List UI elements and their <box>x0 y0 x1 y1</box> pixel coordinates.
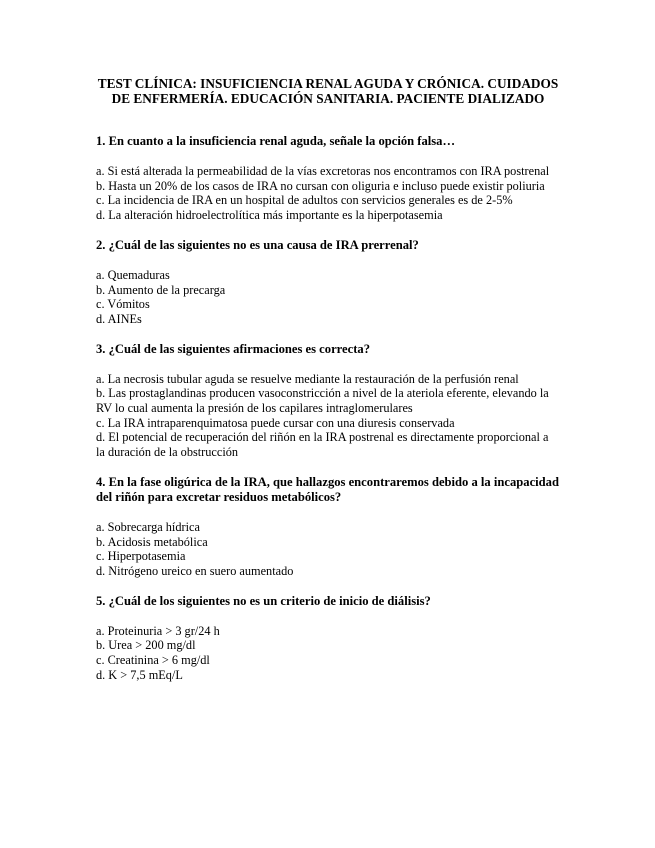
question-1-option-a: a. Si está alterada la permeabilidad de la vías excretoras nos encontramos con IRA postrenal <box>96 164 550 178</box>
question-2-option-b: b. Aumento de la precarga <box>96 282 226 297</box>
question-5-option-d: d. K > 7,5 mEq/L <box>96 667 183 682</box>
question-4-options <box>96 520 560 579</box>
question-3-options <box>96 372 560 460</box>
question-1-options <box>96 164 560 223</box>
question-2-options <box>96 268 560 327</box>
question-2-option-a: a. Quemaduras <box>96 267 170 282</box>
question-3-option-d: d. El potencial de recuperación del riñón en la IRA postrenal es directamente proporcional a la duración de la obstrucción <box>96 430 549 460</box>
question-4-option-b: b. Acidosis metabólica <box>96 534 208 549</box>
question-4 <box>96 475 560 579</box>
question-5-options <box>96 624 560 683</box>
question-5 <box>96 594 560 683</box>
question-4-option-c: c. Hiperpotasemia <box>96 549 186 564</box>
question-3-text: 3. ¿Cuál de las siguientes afirmaciones es correcta? <box>96 341 370 356</box>
question-3-option-b: b. Las prostaglandinas producen vasoconstricción a nivel de la ateriola eferente, elevando la RV lo cual aumenta la presión de los capilares intraglomerulares <box>96 386 549 416</box>
question-2-text: 2. ¿Cuál de las siguientes no es una causa de IRA prerrenal? <box>96 237 419 252</box>
question-1-option-c: c. La incidencia de IRA en un hospital de adultos con servicios generales es de 2-5% <box>96 193 513 208</box>
question-4-option-d: d. Nitrógeno ureico en suero aumentado <box>96 563 294 578</box>
document-page <box>96 76 560 697</box>
question-5-option-b: b. Urea > 200 mg/dl <box>96 638 196 653</box>
question-2 <box>96 238 560 327</box>
question-5-text: 5. ¿Cuál de los siguientes no es un criterio de inicio de diálisis? <box>96 593 431 608</box>
question-5-option-c: c. Creatinina > 6 mg/dl <box>96 653 210 668</box>
question-4-text: 4. En la fase oligúrica de la IRA, que hallazgos encontraremos debido a la incapacidad del riñón para excretar residuos metabólicos? <box>96 474 559 504</box>
question-5-option-a: a. Proteinuria > 3 gr/24 h <box>96 623 220 638</box>
question-3-option-a: a. La necrosis tubular aguda se resuelve mediante la restauración de la perfusión renal <box>96 371 519 386</box>
question-3 <box>96 342 560 460</box>
question-2-option-d: d. AINEs <box>96 311 142 326</box>
question-1-text: 1. En cuanto a la insuficiencia renal aguda, señale la opción falsa… <box>96 134 456 148</box>
question-1-option-d: d. La alteración hidroelectrolítica más importante es la hiperpotasemia <box>96 208 443 223</box>
document-title: TEST CLÍNICA: INSUFICIENCIA RENAL AGUDA Y CRÓNICA. CUIDADOS DE ENFERMERÍA. EDUCACIÓN SANITARIA. PACIENTE DIALIZADO <box>97 76 559 106</box>
question-1 <box>96 134 560 223</box>
question-2-option-c: c. Vómitos <box>96 297 150 312</box>
question-4-option-a: a. Sobrecarga hídrica <box>96 519 200 534</box>
question-1-option-b: b. Hasta un 20% de los casos de IRA no cursan con oliguria e incluso puede existir poliuria <box>96 178 545 193</box>
question-3-option-c: c. La IRA intraparenquimatosa puede cursar con una diuresis conservada <box>96 415 455 430</box>
